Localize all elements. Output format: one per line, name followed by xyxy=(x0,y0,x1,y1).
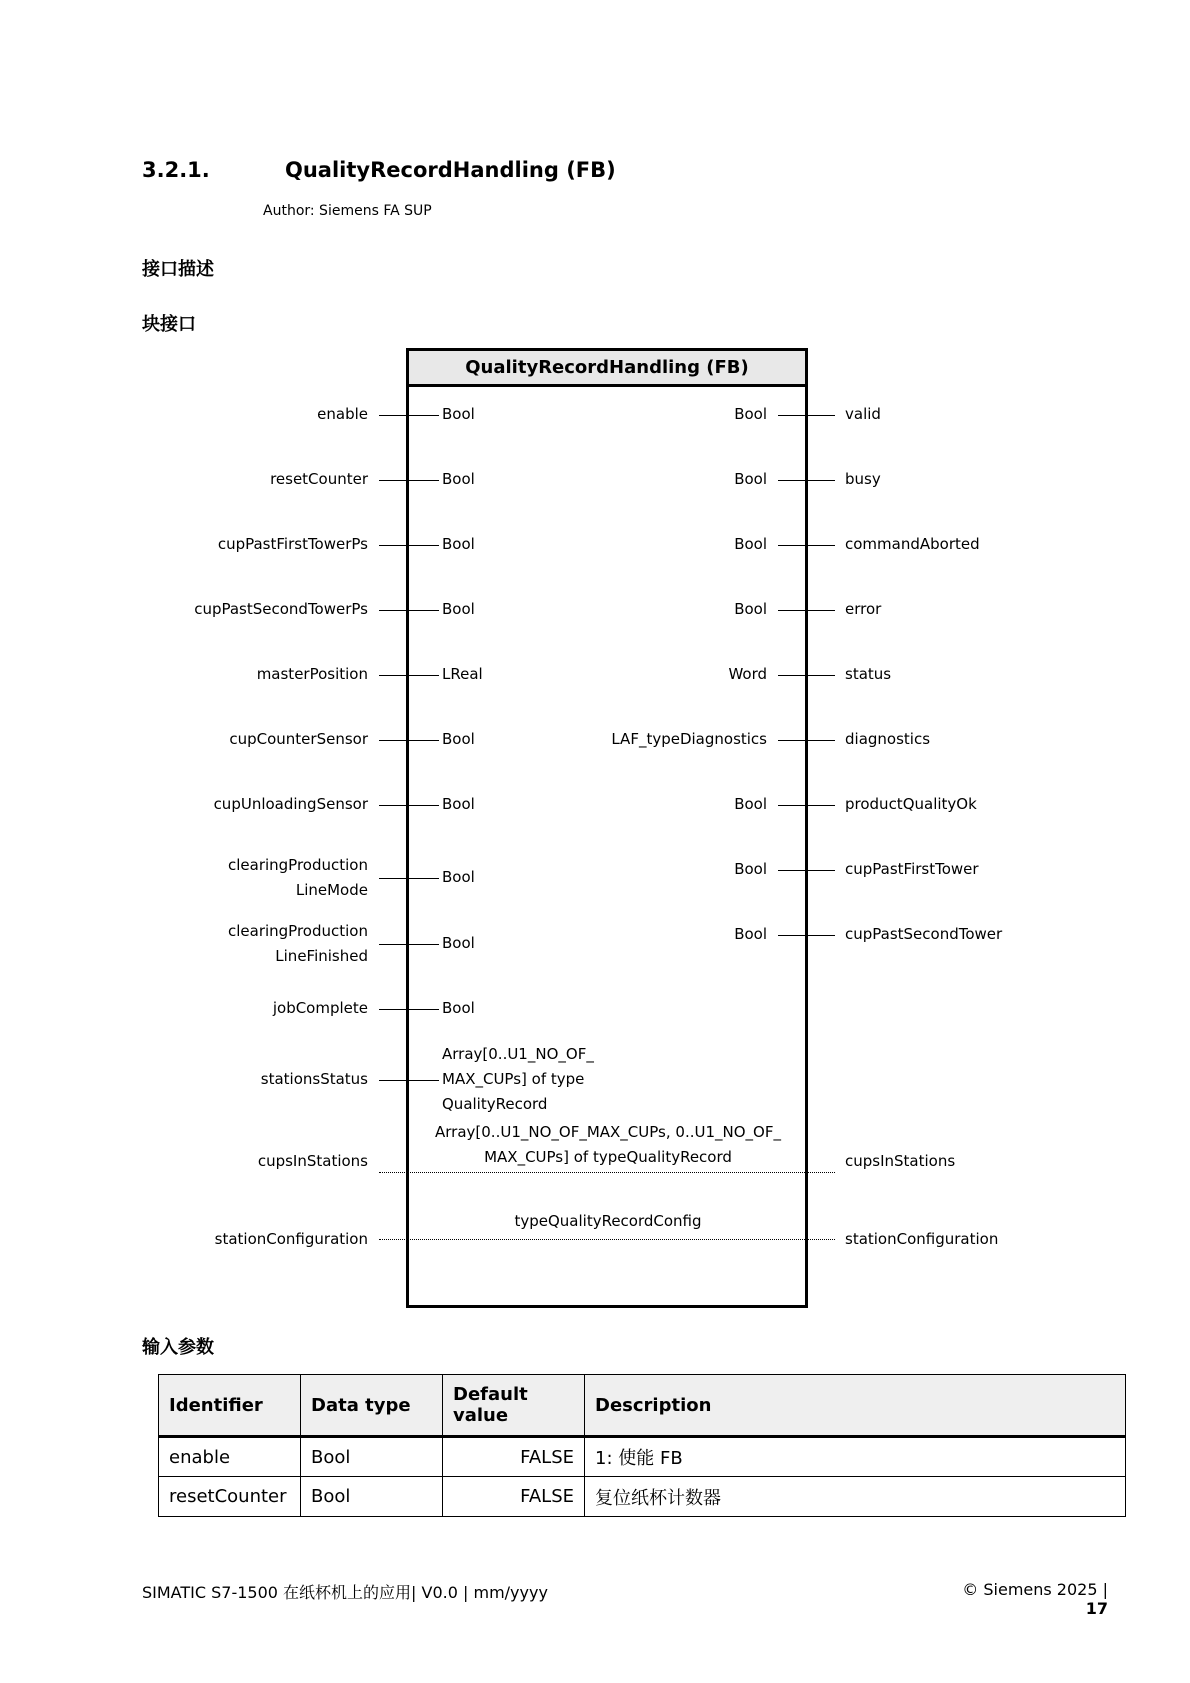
output-pin-type: Bool xyxy=(734,470,767,488)
inout-line xyxy=(379,1239,835,1240)
pin-line xyxy=(778,480,835,481)
input-pin-name: resetCounter xyxy=(270,470,368,488)
inout-pin-type: Array[0..U1_NO_OF_MAX_CUPs, 0..U1_NO_OF_ MAX_CUPs] of typeQualityRecord xyxy=(435,1123,781,1166)
input-pin-type: Bool xyxy=(442,730,475,748)
input-pin-name: cupPastFirstTowerPs xyxy=(217,535,368,553)
input-pin-name: cupCounterSensor xyxy=(229,730,368,748)
cell-default: FALSE xyxy=(443,1477,585,1517)
cell-description: 复位纸杯计数器 xyxy=(585,1477,1126,1517)
input-pin-type: Bool xyxy=(442,470,475,488)
pin-line xyxy=(379,545,439,546)
pin-line xyxy=(379,740,439,741)
output-pin-type: Bool xyxy=(734,600,767,618)
input-pin-type: Bool xyxy=(442,934,475,952)
output-pin-name: commandAborted xyxy=(845,535,980,553)
pin-line xyxy=(778,415,835,416)
input-pin-type: Bool xyxy=(442,535,475,553)
inout-pin-name-left: stationConfiguration xyxy=(214,1230,368,1248)
table-header-row xyxy=(159,1375,1126,1437)
output-pin-type: Bool xyxy=(734,795,767,813)
pin-line xyxy=(379,878,439,879)
pin-line xyxy=(778,675,835,676)
output-pin-type: Bool xyxy=(734,860,767,878)
output-pin-type: Bool xyxy=(734,925,767,943)
fb-title: QualityRecordHandling (FB) xyxy=(409,351,805,387)
pin-line xyxy=(778,935,835,936)
block-interface-heading: 块接口 xyxy=(142,314,196,335)
output-pin-type: Word xyxy=(728,665,767,683)
cell-identifier: enable xyxy=(159,1437,301,1477)
pin-line xyxy=(379,805,439,806)
input-pin-type: LReal xyxy=(442,665,483,683)
pin-line xyxy=(379,944,439,945)
input-pin-type: Array[0..U1_NO_OF_ MAX_CUPs] of type QualityRecord xyxy=(442,1045,594,1113)
col-description: Description xyxy=(585,1375,1126,1437)
footer-copyright: © Siemens 2025 | 17 xyxy=(962,1580,1108,1618)
output-pin-name: status xyxy=(845,665,892,683)
pin-line xyxy=(379,610,439,611)
pin-line xyxy=(379,1009,439,1010)
input-pin-name: stationsStatus xyxy=(260,1070,368,1088)
col-identifier: Identifier xyxy=(159,1375,301,1437)
input-pin-name: masterPosition xyxy=(256,665,368,683)
output-pin-type: LAF_typeDiagnostics xyxy=(611,730,767,748)
output-pin-name: error xyxy=(845,600,882,618)
pin-line xyxy=(778,740,835,741)
output-pin-name: productQualityOk xyxy=(845,795,977,813)
footer-doc-info: SIMATIC S7-1500 在纸杯机上的应用| V0.0 | mm/yyyy xyxy=(142,1583,548,1602)
output-pin-name: cupPastSecondTower xyxy=(845,925,1003,943)
input-pin-type: Bool xyxy=(442,795,475,813)
input-pin-type: Bool xyxy=(442,999,475,1017)
cell-description: 1: 使能 FB xyxy=(585,1437,1126,1477)
cell-identifier: resetCounter xyxy=(159,1477,301,1517)
input-pin-type: Bool xyxy=(442,600,475,618)
input-pin-type: Bool xyxy=(442,868,475,886)
output-pin-type: Bool xyxy=(734,535,767,553)
output-pin-name: cupPastFirstTower xyxy=(845,860,979,878)
input-pin-name: jobComplete xyxy=(272,999,368,1017)
inout-line xyxy=(379,1172,835,1173)
section-number: 3.2.1. xyxy=(142,158,210,182)
section-title: QualityRecordHandling (FB) xyxy=(285,158,616,182)
pin-line xyxy=(778,610,835,611)
cell-default: FALSE xyxy=(443,1437,585,1477)
input-pin-type: Bool xyxy=(442,405,475,423)
inout-pin-name-left: cupsInStations xyxy=(257,1152,368,1170)
input-pin-name: enable xyxy=(317,405,368,423)
pin-line xyxy=(778,870,835,871)
page-number: 17 xyxy=(1085,1599,1108,1618)
inout-pin-type: typeQualityRecordConfig xyxy=(514,1212,702,1230)
table-row xyxy=(159,1437,1126,1477)
pin-line xyxy=(379,415,439,416)
output-pin-type: Bool xyxy=(734,405,767,423)
pin-line xyxy=(379,675,439,676)
output-pin-name: diagnostics xyxy=(845,730,931,748)
output-pin-name: busy xyxy=(845,470,881,488)
input-pin-name: cupPastSecondTowerPs xyxy=(194,600,368,618)
author: Author: Siemens FA SUP xyxy=(263,203,432,219)
pin-line xyxy=(778,805,835,806)
input-pin-name: cupUnloadingSensor xyxy=(213,795,368,813)
pin-line xyxy=(379,1080,439,1081)
pin-line xyxy=(778,545,835,546)
col-data-type: Data type xyxy=(301,1375,443,1437)
inout-pin-name-right: stationConfiguration xyxy=(845,1230,999,1248)
pin-line xyxy=(379,480,439,481)
cell-data-type: Bool xyxy=(301,1477,443,1517)
interface-desc-heading: 接口描述 xyxy=(142,259,214,280)
input-params-heading: 输入参数 xyxy=(142,1337,214,1358)
col-default-value: Default value xyxy=(443,1375,585,1437)
inout-pin-name-right: cupsInStations xyxy=(845,1152,956,1170)
output-pin-name: valid xyxy=(845,405,881,423)
cell-data-type: Bool xyxy=(301,1437,443,1477)
table-row xyxy=(159,1477,1126,1517)
input-pin-name: clearingProduction LineFinished xyxy=(227,922,368,965)
input-params-table xyxy=(158,1374,1126,1517)
input-pin-name: clearingProduction LineMode xyxy=(227,856,368,899)
